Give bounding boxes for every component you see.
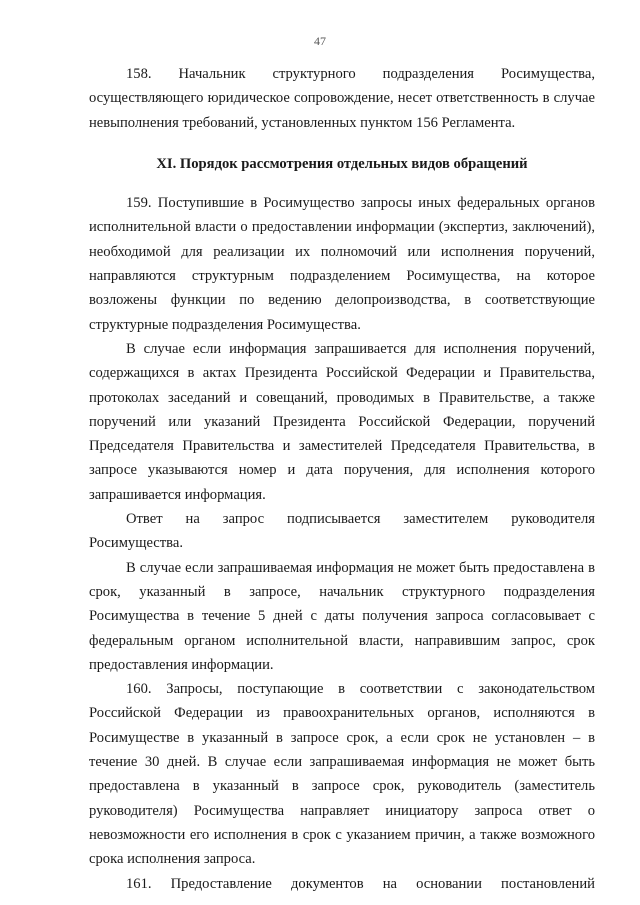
document-body xyxy=(89,62,595,896)
paragraph-160: 160. Запросы, поступающие в соответствии с законодательством Российской Федерации из правоохранительных органов, исполняются в Росимуществе в указанный в запросе срок, а если срок не установлен – в течение 30 дней. В случае если запрашиваемая информация не может быть предоставлена в указанный в запросе срок, руководитель (заместитель руководителя) Росимущества направляет инициатору запроса ответ о невозможности его исполнения в срок с указанием причин, а также возможного срока исполнения запроса. xyxy=(89,681,595,868)
paragraph-159: 159. Поступившие в Росимущество запросы иных федеральных органов исполнительной власти о предоставлении информации (экспертиз, заключений), необходимой для реализации их полномочий или исполнения поручений, направляются структурным подразделением Росимущества, на которое возложены функции по ведению делопроизводства, в соответствующие структурные подразделения Росимущества. xyxy=(89,195,595,333)
section-heading: XI. Порядок рассмотрения отдельных видов обращений xyxy=(156,155,528,172)
page-number: 47 xyxy=(314,34,326,48)
paragraph-159-instructions: В случае если информация запрашивается для исполнения поручений, содержащихся в актах Президента Российской Федерации и Правительства, протоколах заседаний и совещаний, проводимых в Правительстве, а также поручений или указаний Президента Российской Федерации, поручений Председателя Правительства и заместителей Председателя Правительства, в запросе указываются номер и дата поручения, для исполнения которого запрашивается информация. xyxy=(89,340,595,503)
paragraph-161: 161. Предоставление документов на основании постановлений xyxy=(126,875,595,892)
paragraph-159-signature: Ответ на запрос подписывается заместителем руководителя Росимущества. xyxy=(89,511,595,552)
paragraph-159-deadline: В случае если запрашиваемая информация не может быть предоставлена в срок, указанный в запросе, начальник структурного подразделения Росимущества в течение 5 дней с даты получения запроса согласовывает с федеральным органом исполнительной власти, направившим запрос, срок предоставления информации. xyxy=(89,559,595,673)
paragraph-158: 158. Начальник структурного подразделения Росимущества, осуществляющего юридическое сопровождение, несет ответственность в случае невыполнения требований, установленных пунктом 156 Регламента. xyxy=(89,66,595,131)
